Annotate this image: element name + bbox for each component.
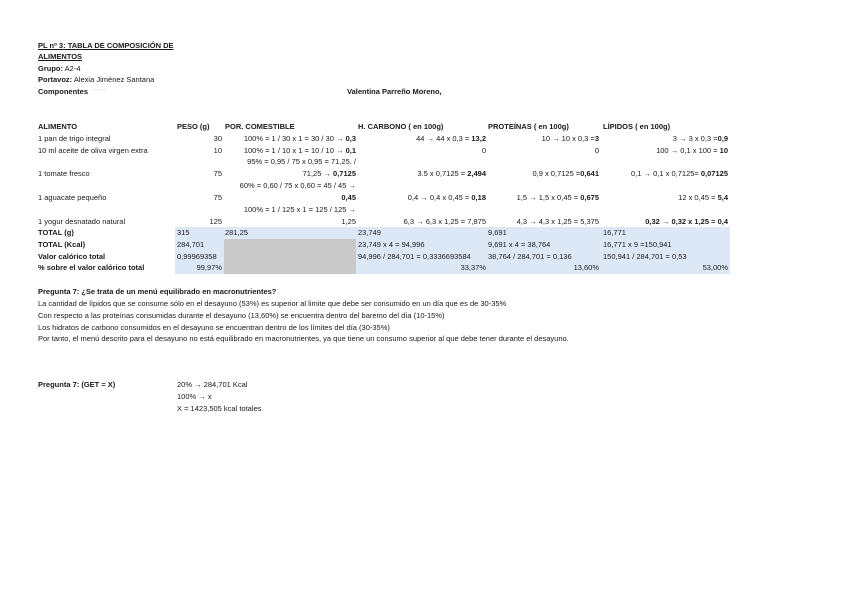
portavoz-label: Portavoz: [38, 75, 73, 84]
row-aguacate-porcion-line1: 60% = 0,60 / 75 x 0,60 = 45 / 45 → [239, 181, 356, 190]
row-yogur-lipidos: 0,32 → 0,32 x 1,25 = 0,4 [645, 217, 728, 226]
row-tomate-porcion: 71,25 → 0,7125 [302, 169, 356, 178]
row-aceite-proteinas: 0 [594, 146, 599, 155]
answer-line: La cantidad de lípidos que se consume sólo en el desayuno (53%) es superior al limite que debe ser consumido en un día que es de 30-35% [38, 299, 507, 308]
valor-calorico-peso: 0,99969358 [177, 252, 217, 261]
total-g-porcion: 281,25 [225, 228, 248, 237]
get-calc-line: X = 1423,505 kcal totales [177, 404, 262, 413]
portavoz-row [38, 75, 154, 85]
row-tomate-proteinas: 0,9 x 0,7125 =0,641 [532, 169, 599, 178]
total-g-hcarbono: 23,749 [358, 228, 381, 237]
row-aguacate-peso: 75 [213, 193, 222, 202]
total-g-proteinas: 9,691 [488, 228, 507, 237]
col-header-peso: PESO (g) [177, 122, 210, 131]
portavoz-value: Alexia Jiménez Santana [73, 75, 155, 84]
row-pan-peso: 30 [213, 134, 222, 143]
row-pan-porcion: 100% = 1 / 30 x 1 = 30 / 30 → 0,3 [243, 134, 356, 143]
row-aguacate-proteinas: 1,5 → 1,5 x 0,45 = 0,675 [516, 193, 599, 202]
row-pan-name: 1 pan de trigo integral [38, 134, 111, 143]
row-yogur-name: 1 yogur desnatado natural [38, 217, 126, 226]
porcentaje-lipidos: 53,00% [702, 263, 728, 272]
total-g-peso: 315 [177, 228, 190, 237]
row-aguacate-name: 1 aguacate pequeño [38, 193, 107, 202]
doc-title-line1: PL nº 3: TABLA DE COMPOSICIÓN DE [38, 41, 174, 50]
total-kcal-peso: 284,701 [177, 240, 205, 249]
row-aceite-hcarbono: 0 [481, 146, 486, 155]
total-g-lipidos: 16,771 [603, 228, 626, 237]
row-tomate-name: 1 tomate fresco [38, 169, 90, 178]
componentes-value: Valentina Parreño Moreno, [347, 87, 442, 96]
question-get-title: Pregunta 7: (GET = X) [38, 380, 116, 389]
get-calc-line: 100% → x [177, 392, 212, 401]
row-yogur-proteinas: 4,3 → 4,3 x 1,25 = 5,375 [516, 217, 599, 226]
col-header-lipidos: LÍPIDOS ( en 100g) [603, 122, 671, 131]
totals-gray-block [224, 239, 356, 274]
row-pan-proteinas: 10 → 10 x 0,3 =3 [541, 134, 599, 143]
componentes-dots: ······· [92, 87, 106, 93]
valor-calorico-lipidos: 150,941 / 284,701 = 0,53 [603, 252, 687, 261]
row-aceite-name: 10 ml aceite de oliva virgen extra [38, 146, 148, 155]
question-equilibrio-title: Pregunta 7: ¿Se trata de un menú equilibrado en macronutrientes? [38, 287, 277, 296]
col-header-hcarbono: H. CARBONO ( en 100g) [358, 122, 444, 131]
col-header-proteinas: PROTEÍNAS ( en 100g) [488, 122, 569, 131]
row-yogur-porcion-line1: 100% = 1 / 125 x 1 = 125 / 125 → [243, 205, 356, 214]
porcentaje-hcarbono: 33,37% [460, 263, 486, 272]
total-kcal-label: TOTAL (Kcal) [38, 240, 86, 249]
answer-line: Con respecto a las proteínas consumidas durante el desayuno (13,60%) se encuentra dentro del baremo del día (10-15%) [38, 311, 445, 320]
valor-calorico-proteinas: 38,764 / 284,701 = 0,136 [488, 252, 572, 261]
componentes-label: Componentes [38, 87, 89, 96]
row-aguacate-porcion: 0,45 [341, 193, 356, 202]
total-kcal-hcarbono: 23,749 x 4 = 94,996 [358, 240, 425, 249]
total-kcal-lipidos: 16,771 x 9 =150,941 [603, 240, 672, 249]
porcentaje-label: % sobre el valor calórico total [38, 263, 145, 272]
doc-title-line2: ALIMENTOS [38, 52, 83, 61]
row-aceite-lipidos: 100 → 0,1 x 100 = 10 [656, 146, 728, 155]
valor-calorico-hcarbono: 94,996 / 284,701 = 0,3336693584 [358, 252, 471, 261]
valor-calorico-label: Valor calórico total [38, 252, 106, 261]
row-tomate-lipidos: 0,1 → 0,1 x 0,7125= 0,07125 [631, 169, 728, 178]
row-yogur-hcarbono: 6,3 → 6,3 x 1,25 = 7,875 [403, 217, 486, 226]
row-aguacate-lipidos: 12 x 0,45 = 5,4 [678, 193, 728, 202]
total-kcal-proteinas: 9,691 x 4 = 38,764 [488, 240, 551, 249]
row-aceite-peso: 10 [213, 146, 222, 155]
row-tomate-porcion-line1: 95% = 0,95 / 75 x 0,95 = 71,25. / [247, 157, 356, 166]
total-g-label: TOTAL (g) [38, 228, 74, 237]
row-aguacate-hcarbono: 0,4 → 0,4 x 0,45 = 0,18 [407, 193, 486, 202]
answer-line: Los hidratos de carbono consumidos en el desayuno se encuentran dentro de los límites del día (30-35%) [38, 323, 390, 332]
porcentaje-proteinas: 13,60% [573, 263, 599, 272]
answer-line: Por tanto, el menú descrito para el desayuno no está equilibrado en macronutrientes, ya que tiene un consumo superior al que debe tener durante el desayuno. [38, 334, 569, 343]
get-calc-line: 20% → 284,701 Kcal [177, 380, 248, 389]
row-tomate-peso: 75 [213, 169, 222, 178]
row-pan-hcarbono: 44 → 44 x 0,3 = 13,2 [416, 134, 486, 143]
row-yogur-peso: 125 [209, 217, 222, 226]
grupo-row [38, 64, 81, 74]
grupo-label: Grupo: [38, 64, 63, 73]
col-header-porcion: POR. COMESTIBLE [225, 122, 295, 131]
row-pan-lipidos: 3 → 3 x 0,3 =0,9 [672, 134, 728, 143]
row-aceite-porcion: 100% = 1 / 10 x 1 = 10 / 10 → 0,1 [243, 146, 356, 155]
porcentaje-peso: 99,97% [196, 263, 222, 272]
col-header-alimento: ALIMENTO [38, 122, 78, 131]
row-yogur-porcion: 1,25 [341, 217, 356, 226]
row-tomate-hcarbono: 3.5 x 0,7125 = 2,494 [417, 169, 486, 178]
grupo-value: A2-4 [64, 64, 81, 73]
